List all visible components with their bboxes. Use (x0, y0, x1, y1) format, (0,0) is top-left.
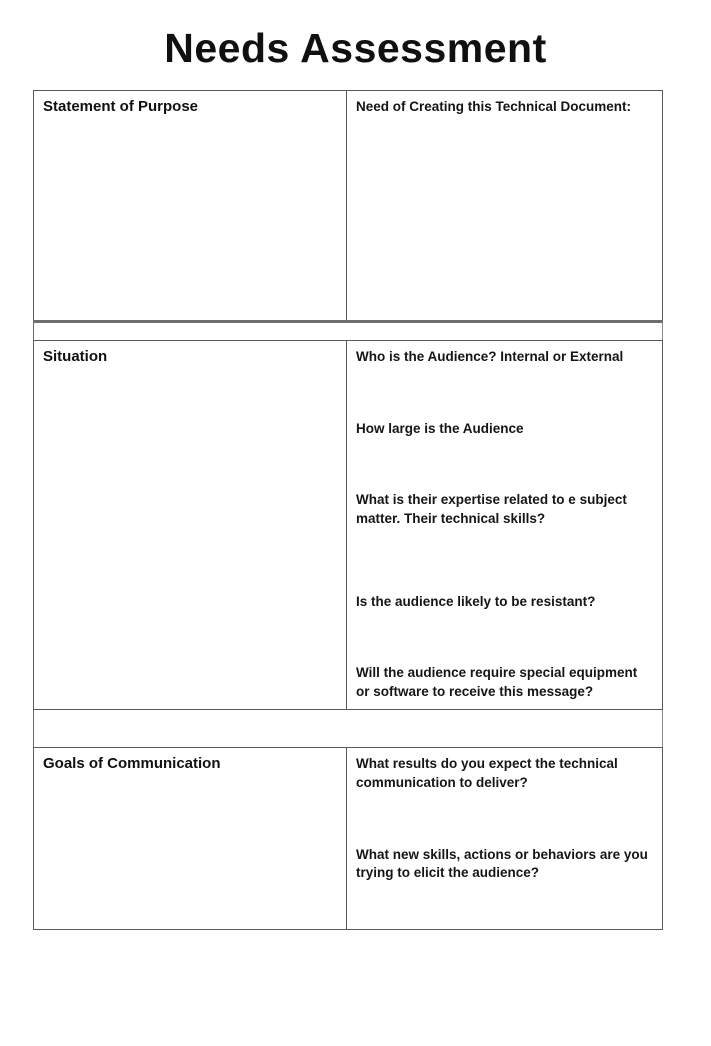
question-audience-resistant: Is the audience likely to be resistant? (356, 593, 596, 609)
questions-cell-situation (347, 341, 663, 710)
section-header-cell-situation (34, 341, 347, 710)
page-title: Needs Assessment (164, 25, 547, 71)
question-special-equipment-software: Will the audience require special equipment or software to receive this message? (356, 665, 638, 699)
section-header-statement-of-purpose: Statement of Purpose (43, 98, 199, 115)
document-page (0, 22, 711, 1046)
spacer-row-2 (34, 710, 663, 748)
section-row-situation (34, 341, 663, 710)
section-header-cell-statement-of-purpose (34, 91, 347, 322)
question-expected-results: What results do you expect the technical communication to deliver? (356, 756, 618, 790)
section-row-goals-of-communication (34, 748, 663, 930)
section-row-statement-of-purpose (34, 91, 663, 322)
spacer-cell-2 (34, 710, 663, 748)
question-need-of-creating-document: Need of Creating this Technical Document: (356, 99, 632, 114)
questions-cell-statement-of-purpose (347, 91, 663, 322)
spacer-cell-1 (34, 322, 663, 341)
section-header-cell-goals-of-communication (34, 748, 347, 930)
question-new-skills-actions-behaviors: What new skills, actions or behaviors are you trying to elicit the audience? (356, 846, 648, 881)
spacer-row-1 (34, 322, 663, 341)
question-expertise-subject-matter: What is their expertise related to e subject matter. Their technical skills? (356, 492, 627, 526)
questions-cell-goals-of-communication (347, 748, 663, 930)
question-who-is-audience: Who is the Audience? Internal or External (356, 349, 624, 364)
section-header-situation: Situation (43, 348, 108, 365)
question-how-large-audience: How large is the Audience (356, 420, 524, 436)
needs-assessment-table (33, 90, 663, 930)
section-header-goals-of-communication: Goals of Communication (43, 755, 221, 773)
